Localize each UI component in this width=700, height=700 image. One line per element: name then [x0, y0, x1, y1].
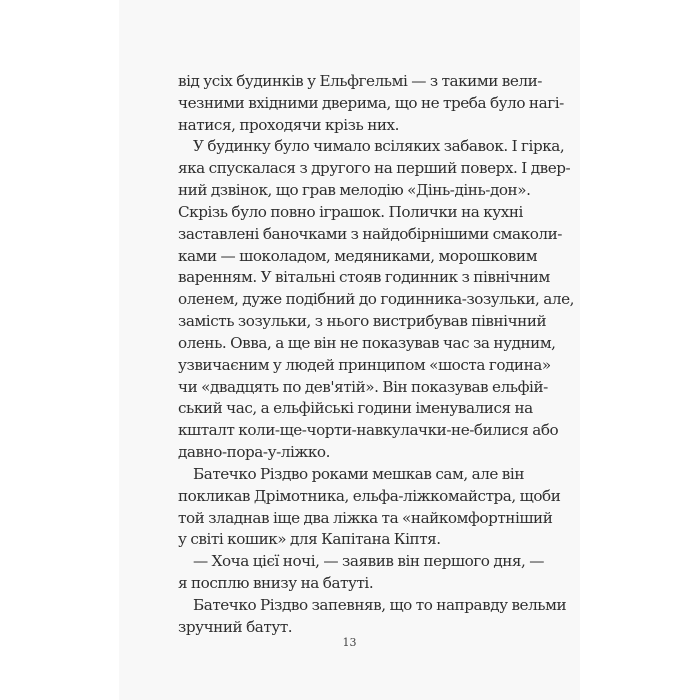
- text-line: кшталт коли-ще-чорти-навкулачки-не-билися або: [178, 421, 559, 440]
- paragraph: [178, 551, 545, 595]
- text-line: узвичаєним у людей принципом «шоста година»: [178, 355, 551, 374]
- text-line: у світі кошик» для Капітана Кіптя.: [178, 530, 441, 549]
- text-line: оленем, дуже подібний до годинника-зозульки, але,: [178, 290, 574, 309]
- paragraph: [178, 595, 567, 639]
- text-line: зручний батут.: [178, 617, 293, 636]
- text-line: від усіх будинків у Ельфгельмі — з такими вели-: [178, 72, 542, 90]
- text-line: той зладнав іще два ліжка та «найкомфортніший: [178, 508, 553, 527]
- text-line: яка спускалася з другого на перший поверх. І двер-: [178, 159, 571, 178]
- text-line: У будинку було чимало всіляких забавок. І гірка,: [193, 137, 565, 156]
- text-line: чи «двадцять по дев'ятій». Він показував ельфій-: [178, 377, 548, 396]
- text-line: замість зозульки, з нього вистрибував північний: [178, 312, 547, 331]
- text-line: давно-пора-у-ліжко.: [178, 443, 330, 462]
- text-line: олень. Овва, а ще він не показував час за нудним,: [178, 333, 556, 352]
- text-line: ський час, а ельфійські години іменувалися на: [178, 399, 533, 418]
- text-line: варенням. У вітальні стояв годинник з північним: [178, 268, 550, 287]
- text-line: чезними вхідними дверима, що не треба було нагі-: [178, 93, 564, 112]
- text-line: ками — шоколадом, медяниками, морошковим: [178, 246, 538, 265]
- text-line: ний дзвінок, що грав мелодію «Дінь-дінь-дон».: [178, 181, 531, 200]
- text-line: заставлені баночками з найдобірнішими смаколи-: [178, 224, 562, 243]
- text-line: покликав Дрімотника, ельфа-ліжкомайстра, щоби: [178, 486, 561, 505]
- text-line: Скрізь було повно іграшок. Полички на кухні: [178, 202, 523, 221]
- page-number: 13: [342, 636, 357, 649]
- text-line: натися, проходячи крізь них.: [178, 115, 400, 134]
- text-line: Батечко Різдво запевняв, що то направду вельми: [193, 595, 567, 614]
- text-line: Батечко Різдво роками мешкав сам, але він: [193, 464, 524, 483]
- page-body-text: [178, 71, 574, 639]
- text-line: — Хоча цієї ночі, — заявив він першого дня, —: [193, 552, 545, 571]
- paragraph: [178, 136, 574, 463]
- text-line: я посплю внизу на батуті.: [178, 574, 374, 593]
- paragraph: [178, 71, 564, 136]
- book-page: [119, 0, 580, 700]
- paragraph: [178, 464, 561, 551]
